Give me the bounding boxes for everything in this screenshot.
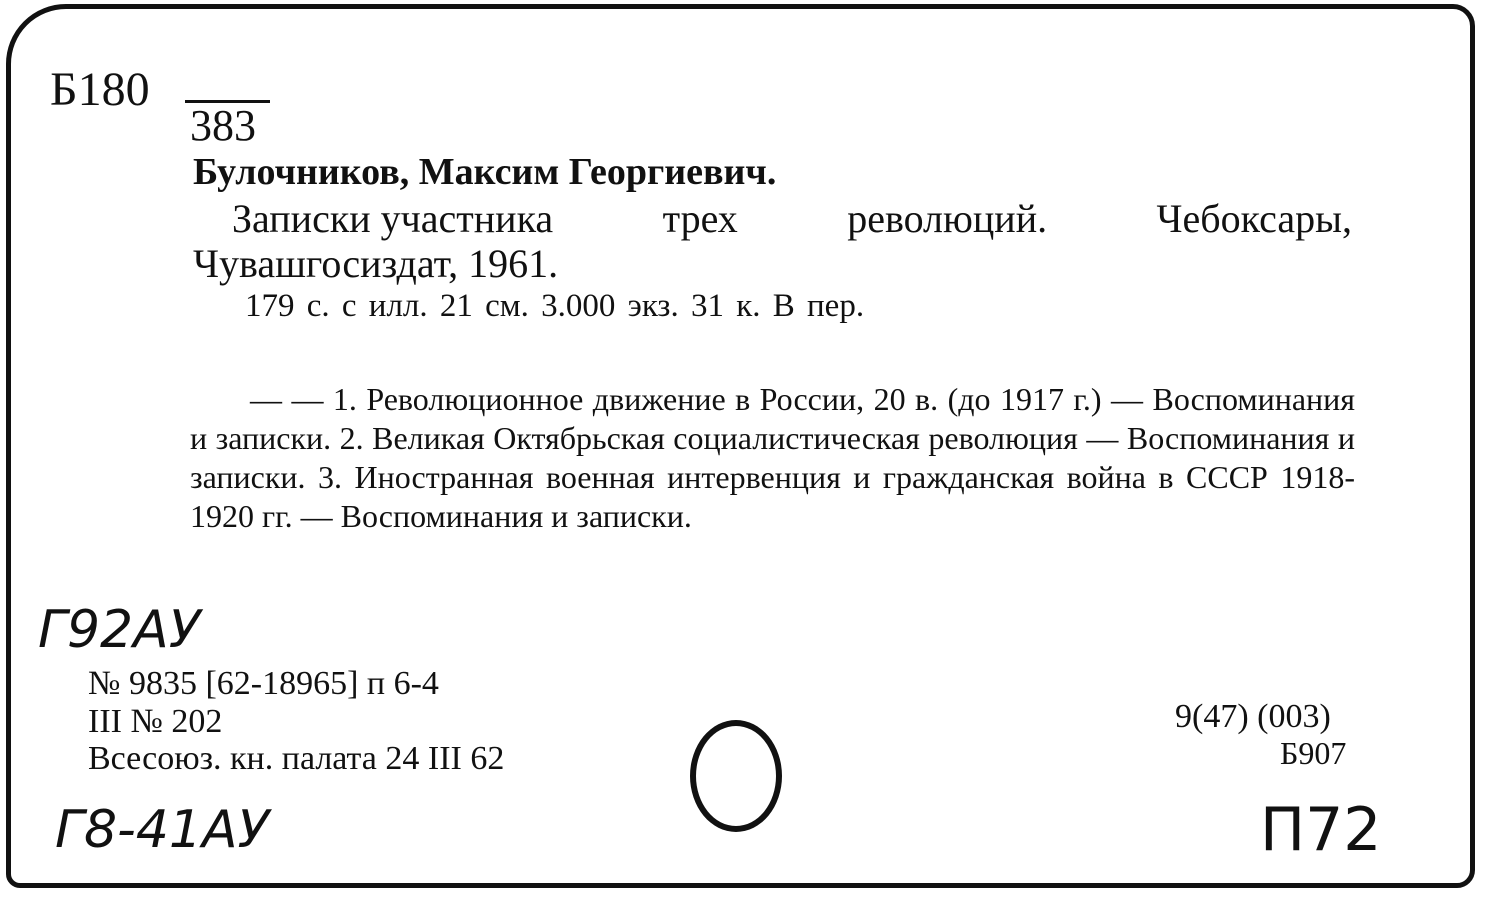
- imprint-line-1: № 9835 [62-18965] п 6-4: [88, 665, 439, 702]
- handwritten-note-3: П72: [1260, 795, 1382, 865]
- title-word-3: революций.: [847, 196, 1048, 241]
- subject-headings: — — 1. Революционное движение в России, 20 в. (до 1917 г.) — Воспоминания и записки. 2. Великая Октябрьская социалистическая революция — Воспоминания и записки. 3. Иностранная военная интервенция и гражданская война в СССР 1918-1920 гг. — Воспоминания и записки.: [190, 381, 1355, 534]
- call-number-bottom: 383: [190, 101, 256, 150]
- call-number-top: Б180: [50, 63, 150, 116]
- classification-line-1: 9(47) (003): [1175, 698, 1331, 735]
- author-heading: Булочников, Максим Георгиевич.: [193, 151, 777, 193]
- classification-line-2: Б907: [1280, 735, 1347, 771]
- collation: 179 с. с илл. 21 см. 3.000 экз. 31 к. В пер.: [245, 288, 865, 324]
- handwritten-note-1: Г92АУ: [38, 600, 201, 660]
- imprint-line-3: Всесоюз. кн. палата 24 III 62: [88, 740, 505, 777]
- title-word-4: Чебоксары,: [1156, 196, 1352, 241]
- title-word-1: Записки участника: [232, 196, 554, 241]
- imprint-line-2: III № 202: [88, 703, 223, 740]
- title-word-2: трех: [662, 196, 738, 241]
- punch-hole: [690, 720, 782, 832]
- handwritten-note-2: Г8-41АУ: [55, 800, 270, 860]
- title-line-2: Чувашгосиздат, 1961.: [193, 241, 559, 286]
- title-line-1: [232, 195, 1352, 242]
